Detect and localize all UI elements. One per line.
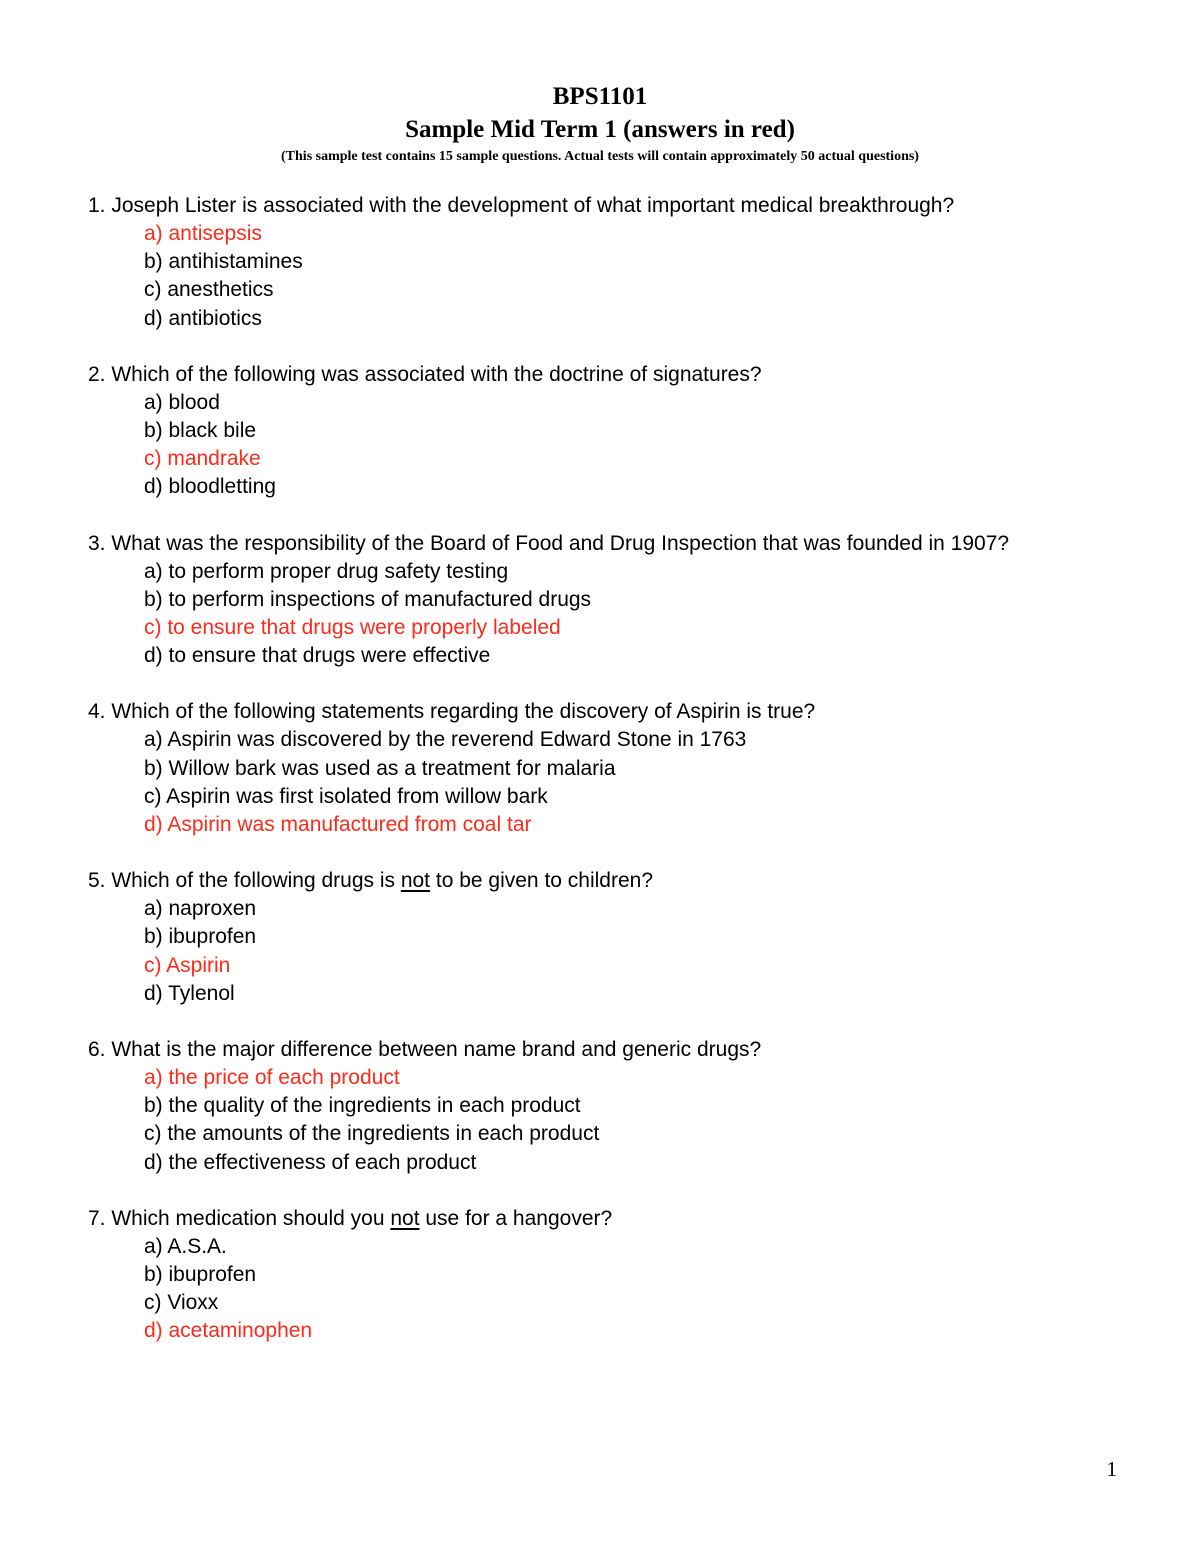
question-4 xyxy=(88,698,1168,839)
question-text-part: What is the major difference between name brand and generic drugs? xyxy=(111,1038,762,1062)
question-text xyxy=(88,698,1168,726)
answer-option: a) to perform proper drug safety testing xyxy=(144,559,509,583)
question-number: 5. xyxy=(88,869,106,893)
answer-option: c) the amounts of the ingredients in each product xyxy=(144,1122,600,1146)
question-3 xyxy=(88,530,1168,671)
question-text-part: What was the responsibility of the Board of Food and Drug Inspection that was founded in 1907? xyxy=(111,531,1010,555)
answer-option-correct: d) Aspirin was manufactured from coal tar xyxy=(144,813,532,837)
answer-option: d) bloodletting xyxy=(144,475,276,499)
question-text-part: to be given to children? xyxy=(430,869,654,893)
question-text xyxy=(88,192,1168,220)
answer-option-correct: c) mandrake xyxy=(144,447,261,471)
question-list xyxy=(88,192,1168,1374)
question-text-part: Which of the following statements regarding the discovery of Aspirin is true? xyxy=(111,700,816,724)
answer-option: c) anesthetics xyxy=(144,278,274,302)
answer-option: b) antihistamines xyxy=(144,250,303,274)
answer-option: a) blood xyxy=(144,390,220,414)
question-number: 7. xyxy=(88,1206,106,1230)
question-text-part: Joseph Lister is associated with the development of what important medical breakthrough? xyxy=(111,194,955,217)
answer-option: a) A.S.A. xyxy=(144,1234,227,1258)
answer-option: b) ibuprofen xyxy=(144,925,257,949)
question-number: 6. xyxy=(88,1038,106,1062)
question-number: 4. xyxy=(88,700,106,724)
question-text xyxy=(88,530,1168,558)
question-1 xyxy=(88,192,1168,333)
question-5 xyxy=(88,867,1168,1008)
answer-option: d) to ensure that drugs were effective xyxy=(144,644,491,668)
answer-option-correct: c) Aspirin xyxy=(144,953,231,977)
answer-option: c) Vioxx xyxy=(144,1291,219,1315)
question-number: 2. xyxy=(88,362,106,386)
question-6 xyxy=(88,1036,1168,1177)
answer-option: d) Tylenol xyxy=(144,981,235,1005)
question-7 xyxy=(88,1205,1168,1346)
answer-option-correct: d) acetaminophen xyxy=(144,1319,313,1343)
question-number: 1. xyxy=(88,194,106,217)
answer-option: b) to perform inspections of manufactured drugs xyxy=(144,587,592,611)
question-text xyxy=(88,867,1168,895)
page-number: 1 xyxy=(1106,1457,1117,1481)
question-text-part: Which of the following drugs is xyxy=(111,869,401,893)
answer-option: d) the effectiveness of each product xyxy=(144,1150,477,1174)
answer-option: b) the quality of the ingredients in each product xyxy=(144,1094,581,1118)
answer-option: d) antibiotics xyxy=(144,306,262,330)
question-text xyxy=(88,1205,1168,1233)
question-text-part: Which medication should you xyxy=(111,1206,391,1230)
answer-option: a) Aspirin was discovered by the reverend Edward Stone in 1763 xyxy=(144,728,747,752)
emphasis-underlined: not xyxy=(400,869,431,893)
page-title: Sample Mid Term 1 (answers in red) xyxy=(405,116,795,143)
answer-option: a) naproxen xyxy=(144,897,257,921)
test-note: (This sample test contains 15 sample questions. Actual tests will contain approximately 50 actual questions) xyxy=(281,149,919,164)
question-text-part: use for a hangover? xyxy=(419,1206,613,1230)
answer-option: b) ibuprofen xyxy=(144,1263,257,1287)
answer-option-correct: a) the price of each product xyxy=(144,1066,400,1090)
answer-option: c) Aspirin was first isolated from willow bark xyxy=(144,784,548,808)
question-text-part: Which of the following was associated with the doctrine of signatures? xyxy=(111,362,762,386)
answer-option-correct: a) antisepsis xyxy=(144,222,262,245)
answer-option-correct: c) to ensure that drugs were properly labeled xyxy=(144,616,561,640)
question-number: 3. xyxy=(88,531,106,555)
question-2 xyxy=(88,361,1168,502)
course-code: BPS1101 xyxy=(552,83,648,110)
answer-option: b) Willow bark was used as a treatment for malaria xyxy=(144,756,616,780)
question-text xyxy=(88,361,1168,389)
answer-option: b) black bile xyxy=(144,419,257,443)
emphasis-underlined: not xyxy=(390,1206,420,1230)
question-text xyxy=(88,1036,1168,1064)
document-header xyxy=(0,82,1200,166)
